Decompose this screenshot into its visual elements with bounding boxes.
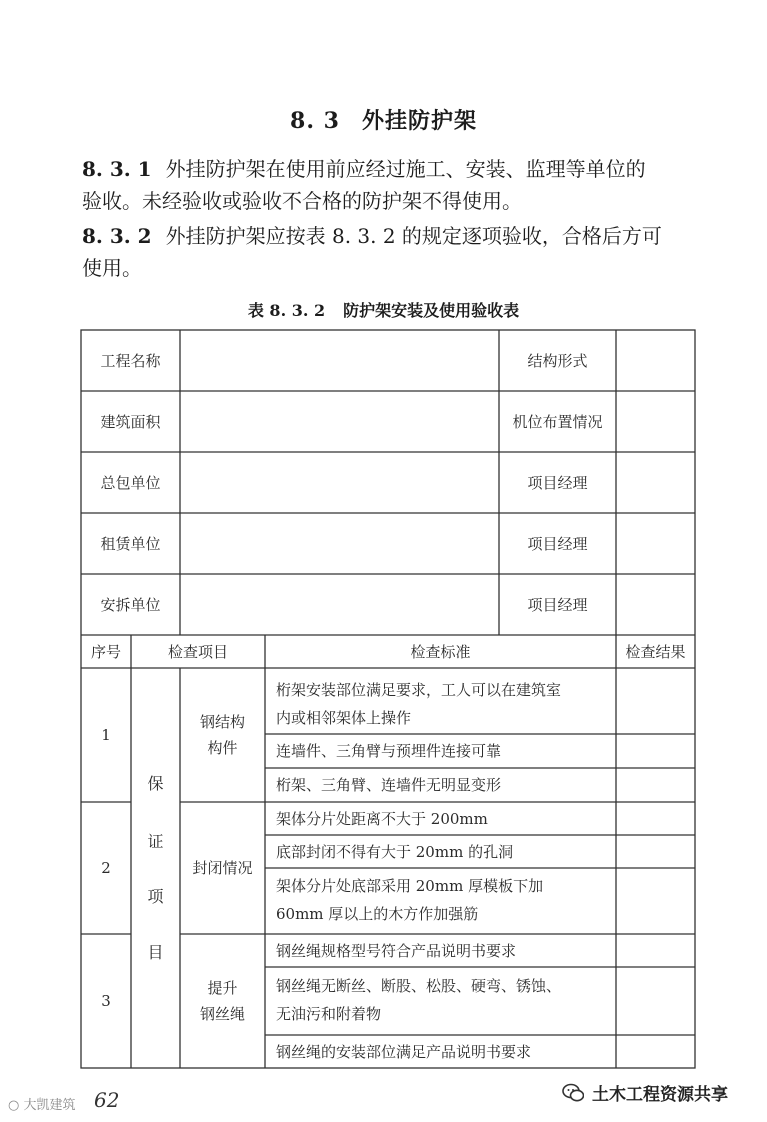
watermark-text: 土木工程资源共享 (592, 1085, 728, 1105)
header-check-item: 检查项目 (167, 642, 228, 661)
info-label-project-manager: 项目经理 (527, 595, 588, 614)
info-label-general-contractor: 总包单位 (100, 473, 161, 492)
info-label-leasing-unit: 租赁单位 (100, 534, 161, 553)
clause-number: 8. 3. 2 (82, 224, 152, 248)
info-label-project-name: 工程名称 (100, 351, 161, 370)
seq-number: 2 (101, 859, 111, 877)
standard-line: 60mm 厚以上的木方作加强筋 (276, 905, 479, 923)
header-seq: 序号 (90, 642, 121, 661)
sub-item-enclosure: 封闭情况 (192, 859, 253, 877)
standard-line: 无油污和附着物 (276, 1005, 382, 1023)
wechat-icon (562, 1083, 584, 1103)
clause-text-line: 验收。未经验收或验收不合格的防护架不得使用。 (82, 189, 522, 213)
watermark-text: 大凯建筑 (23, 1098, 76, 1113)
watermark-logo-icon: ○ (8, 1098, 20, 1113)
watermark-left (8, 1094, 76, 1113)
section-number: 8. 3 (290, 108, 340, 134)
seq-number: 3 (101, 992, 111, 1010)
standard-text (276, 676, 610, 732)
info-label-machine-layout: 机位布置情况 (512, 412, 603, 431)
clause-text-line: 外挂防护架在使用前应经过施工、安装、监理等单位的 (165, 157, 646, 181)
clause-text-line: 使用。 (82, 256, 142, 280)
standard-line: 钢丝绳无断丝、断股、松股、硬弯、锈蚀、 (276, 977, 562, 995)
sub-item-wire-rope (180, 934, 265, 1068)
standard-text (276, 872, 610, 928)
info-label-project-manager: 项目经理 (527, 534, 588, 553)
header-check-standard: 检查标准 (410, 642, 471, 661)
standard-text (276, 972, 610, 1028)
watermark-right (562, 1080, 728, 1105)
standard-line: 架体分片处底部采用 20mm 厚模板下加 (276, 877, 544, 895)
table-title: 防护架安装及使用验收表 (343, 301, 520, 320)
sub-item-line: 钢结构 (199, 713, 245, 731)
standard-text: 桁架、三角臂、连墙件无明显变形 (276, 776, 502, 794)
category-char: 保 (147, 774, 164, 793)
seq-number: 1 (101, 726, 111, 744)
standard-text: 架体分片处距离不大于 200mm (276, 810, 488, 828)
page-number: 62 (94, 1088, 120, 1112)
info-label-project-manager: 项目经理 (527, 473, 588, 492)
category-char: 目 (147, 943, 164, 962)
header-check-result: 检查结果 (625, 642, 686, 661)
section-title: 外挂防护架 (361, 108, 477, 134)
category-char: 证 (147, 832, 164, 851)
clause-text-line: 外挂防护架应按表 8. 3. 2 的规定逐项验收，合格后方可 (165, 224, 662, 248)
info-label-building-area: 建筑面积 (100, 412, 161, 431)
info-label-installation-unit: 安拆单位 (100, 595, 161, 614)
sub-item-line: 构件 (207, 739, 238, 757)
standard-text: 钢丝绳规格型号符合产品说明书要求 (276, 942, 517, 960)
category-char: 项 (147, 887, 164, 906)
info-label-structure-form: 结构形式 (527, 351, 588, 370)
clause-number: 8. 3. 1 (82, 157, 152, 181)
sub-item-steel-structure (180, 668, 265, 802)
standard-text: 钢丝绳的安装部位满足产品说明书要求 (276, 1043, 532, 1061)
standard-line: 内或相邻架体上操作 (276, 709, 412, 727)
sub-item-line: 提升 (207, 979, 238, 997)
standard-text: 底部封闭不得有大于 20mm 的孔洞 (276, 843, 514, 861)
standard-text: 连墙件、三角臂与预埋件连接可靠 (276, 742, 502, 760)
standard-line: 桁架安装部位满足要求，工人可以在建筑室 (276, 681, 562, 699)
sub-item-line: 钢丝绳 (199, 1005, 245, 1023)
table-number: 表 8. 3. 2 (247, 301, 326, 320)
